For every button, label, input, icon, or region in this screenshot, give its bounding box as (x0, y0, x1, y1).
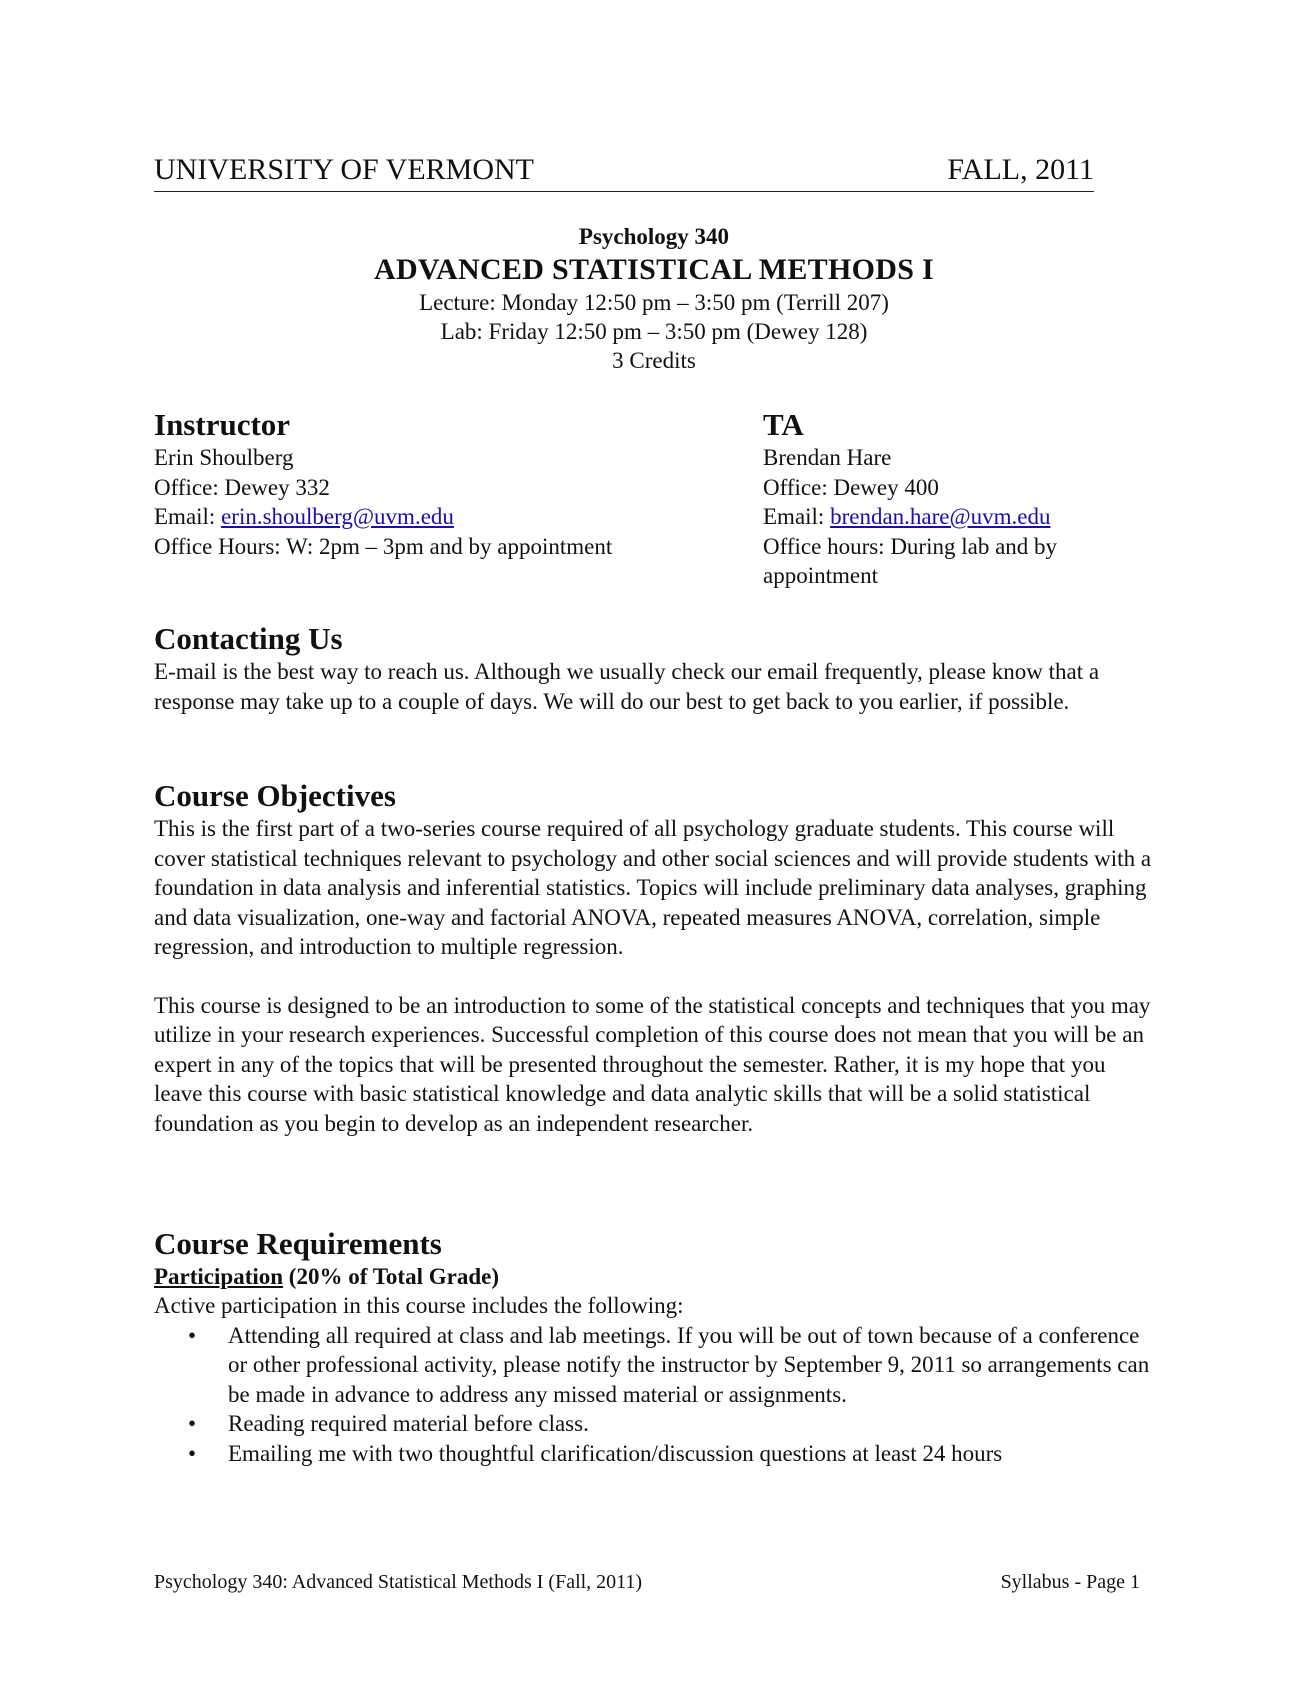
instructor-heading: Instructor (154, 407, 291, 442)
document-header (154, 153, 1094, 192)
ta-email-line (763, 502, 1123, 532)
ta-block (763, 407, 1123, 591)
course-title: ADVANCED STATISTICAL METHODS I (374, 253, 934, 286)
instructor-email-line (154, 502, 734, 532)
course-number: Psychology 340 (578, 224, 730, 249)
contacting-body: E-mail is the best way to reach us. Although we usually check our email frequently, please know that a response may take up to a couple of days. We will do our best to get back to you earlier, if possible. (154, 659, 1100, 714)
ta-heading: TA (763, 407, 804, 442)
objectives-paragraph-1: This is the first part of a two-series course required of all psychology graduate students. This course will cover statistical techniques relevant to psychology and other social sciences and will provide students with a foundation in data analysis and inferential statistics. Topics will include preliminary data analyses, graphing and data visualization, one-way and factorial ANOVA, repeated measures ANOVA, correlation, simple regression, and introduction to multiple regression. (154, 816, 1152, 959)
instructor-email-link[interactable]: erin.shoulberg@uvm.edu (221, 504, 454, 529)
instructor-name: Erin Shoulberg (154, 445, 294, 470)
bullet-icon: • (188, 1411, 197, 1436)
instructor-email-label: Email: (154, 504, 222, 529)
bullet-icon: • (188, 1322, 197, 1348)
ta-office: Office: Dewey 400 (763, 474, 939, 500)
objectives-paragraph-2: This course is designed to be an introduction to some of the statistical concepts and techniques that you may utilize in your research experiences. Successful completion of this course does not mean that you will be an expert in any of the topics that will be presented throughout the semester. Rather, it is my hope that you leave this course with basic statistical knowledge and data analytic skills that will be a solid statistical foundation as you begin to develop as an independent researcher. (154, 992, 1151, 1136)
ta-email-link[interactable]: brendan.hare@uvm.edu (830, 504, 1051, 529)
contacting-section (154, 621, 1154, 716)
university-name: UNIVERSITY OF VERMONT (154, 153, 535, 186)
footer-course: Psychology 340: Advanced Statistical Methods I (Fall, 2011) (154, 1571, 643, 1593)
ta-email-label: Email: (763, 504, 831, 529)
list-item (188, 1439, 1154, 1469)
participation-subheading (154, 1262, 1154, 1291)
lab-schedule: Lab: Friday 12:50 pm – 3:50 pm (Dewey 128) (440, 319, 868, 344)
instructor-office: Office: Dewey 332 (154, 474, 330, 500)
bullet-icon: • (188, 1440, 197, 1466)
ta-office-hours: Office hours: During lab and by appointment (763, 533, 1058, 588)
participation-intro: Active participation in this course includes the following: (154, 1293, 684, 1318)
participation-list (154, 1321, 1154, 1469)
objectives-section (154, 778, 1154, 1138)
objectives-heading: Course Objectives (154, 778, 396, 813)
instructor-block (154, 407, 734, 561)
requirements-section (154, 1226, 1154, 1468)
footer-page-number: Syllabus - Page 1 (1000, 1571, 1140, 1593)
course-title-block (154, 222, 1154, 375)
participation-label: Participation (154, 1264, 284, 1289)
list-item-text: Reading required material before class. (228, 1411, 589, 1436)
term-label: FALL, 2011 (947, 153, 1094, 186)
list-item (188, 1409, 1154, 1439)
ta-name: Brendan Hare (763, 445, 892, 470)
contacting-heading: Contacting Us (154, 621, 343, 656)
list-item-text: Attending all required at class and lab meetings. If you will be out of town because of a conference or other professional activity, please notify the instructor by September 9, 2011 so arrangements can be made in advance to address any missed material or assignments. (228, 1322, 1150, 1407)
instructor-office-hours: Office Hours: W: 2pm – 3pm and by appointment (154, 533, 613, 559)
requirements-heading: Course Requirements (154, 1226, 442, 1261)
list-item (188, 1321, 1154, 1410)
credits: 3 Credits (612, 348, 696, 373)
participation-weight: (20% of Total Grade) (283, 1264, 499, 1289)
list-item-text: Emailing me with two thoughtful clarification/discussion questions at least 24 hours (228, 1440, 1003, 1466)
lecture-schedule: Lecture: Monday 12:50 pm – 3:50 pm (Terrill 207) (419, 290, 889, 315)
